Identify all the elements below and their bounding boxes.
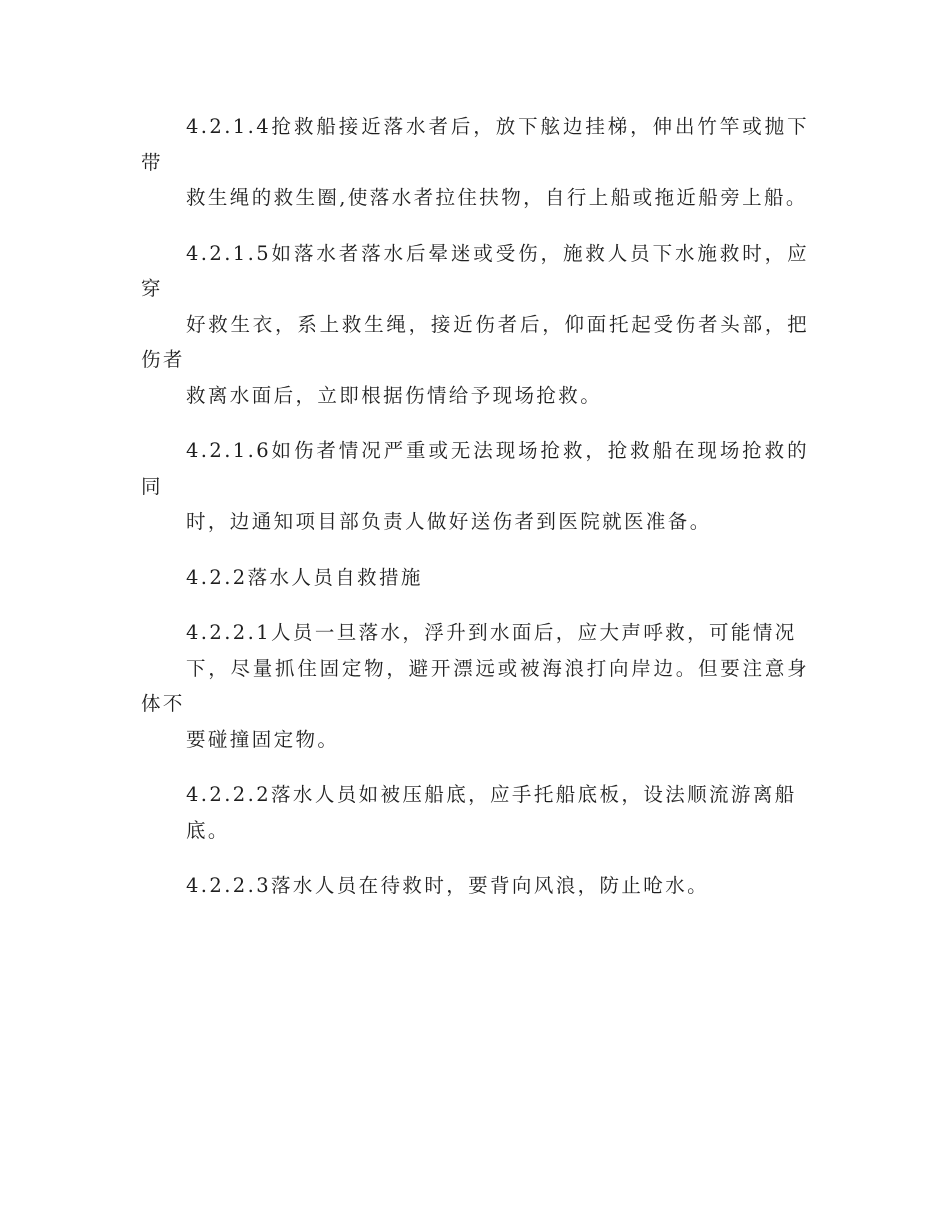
- paragraph-line: 下，尽量抓住固定物，避开漂远或被海浪打向岸边。但要注意身体不: [141, 656, 809, 715]
- paragraph-4-2-2-2: [141, 777, 809, 848]
- paragraph-4-2-1-5: [141, 236, 809, 414]
- paragraph-line: 要碰撞固定物。: [186, 727, 340, 751]
- paragraph-line: 救生绳的救生圈,使落水者拉住扶物，自行上船或拖近船旁上船。: [186, 186, 808, 209]
- document-body: [141, 109, 809, 924]
- paragraph-4-2-2-1: [141, 615, 809, 757]
- paragraph-line: 4.2.2落水人员自救措施: [186, 565, 423, 589]
- section-heading-4-2-2: [141, 560, 809, 596]
- paragraph-line: 底。: [186, 818, 230, 842]
- paragraph-line: 4.2.2.3落水人员在待救时，要背向风浪，防止呛水。: [186, 874, 710, 897]
- paragraph-4-2-1-4: [141, 109, 809, 216]
- paragraph-line: 4.2.1.5如落水者落水后晕迷或受伤，施救人员下水施救时，应穿: [141, 241, 809, 300]
- paragraph-4-2-1-6: [141, 433, 809, 540]
- paragraph-line: 4.2.2.1人员一旦落水，浮升到水面后，应大声呼救，可能情况: [186, 621, 797, 644]
- paragraph-line: 4.2.2.2落水人员如被压船底，应手托船底板，设法顺流游离船: [186, 783, 797, 806]
- paragraph-line: 4.2.1.4抢救船接近落水者后，放下舷边挂梯，伸出竹竿或抛下带: [141, 115, 809, 174]
- paragraph-line: 好救生衣，系上救生绳，接近伤者后，仰面托起受伤者头部，把伤者: [141, 312, 809, 371]
- paragraph-line: 时，边通知项目部负责人做好送伤者到医院就医准备。: [186, 510, 712, 533]
- paragraph-line: 4.2.1.6如伤者情况严重或无法现场抢救，抢救船在现场抢救的同: [141, 439, 809, 498]
- paragraph-4-2-2-3: [141, 868, 809, 904]
- paragraph-line: 救离水面后，立即根据伤情给予现场抢救。: [186, 383, 603, 407]
